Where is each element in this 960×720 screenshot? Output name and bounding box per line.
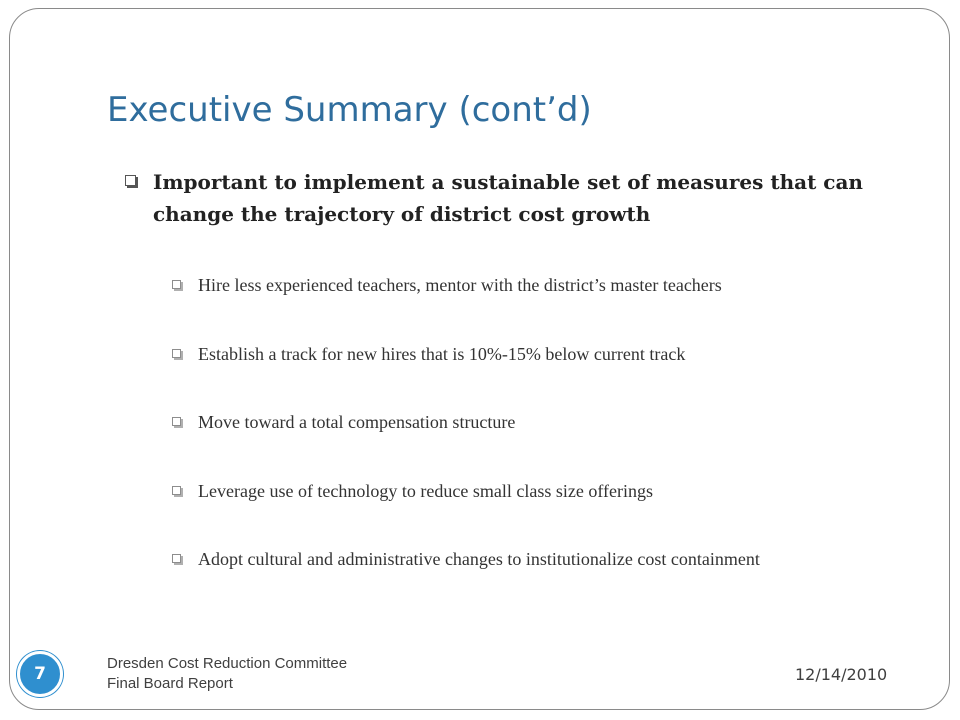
sub-bullet-3 (172, 410, 515, 434)
main-bullet-text: Important to implement a sustainable set of measures that can change the trajectory of district cost growth (153, 170, 863, 226)
square-bullet-icon (172, 417, 181, 426)
slide-title: Executive Summary (cont’d) (107, 90, 592, 130)
footer-date: 12/14/2010 (795, 665, 888, 684)
square-bullet-icon (172, 349, 181, 358)
square-bullet-icon (172, 554, 181, 563)
sub-bullet-4 (172, 479, 653, 503)
footer-report-name (107, 654, 347, 694)
sub-bullet-text: Adopt cultural and administrative changes to institutionalize cost containment (198, 549, 760, 569)
sub-bullet-1 (172, 273, 722, 297)
square-bullet-icon (172, 486, 181, 495)
square-bullet-icon (172, 280, 181, 289)
main-bullet (125, 166, 865, 230)
sub-bullet-text: Leverage use of technology to reduce small class size offerings (198, 481, 654, 501)
sub-bullet-text: Hire less experienced teachers, mentor with the district’s master teachers (198, 275, 722, 295)
square-bullet-icon (125, 175, 136, 186)
slide-number-badge: 7 (17, 651, 63, 697)
sub-bullet-text: Establish a track for new hires that is 10%-15% below current track (198, 344, 686, 364)
sub-bullet-5 (172, 547, 760, 571)
sub-bullet-2 (172, 342, 685, 366)
footer-line-2: Final Board Report (107, 675, 233, 692)
sub-bullet-text: Move toward a total compensation structure (198, 412, 516, 432)
footer-line-1: Dresden Cost Reduction Committee (107, 655, 348, 672)
